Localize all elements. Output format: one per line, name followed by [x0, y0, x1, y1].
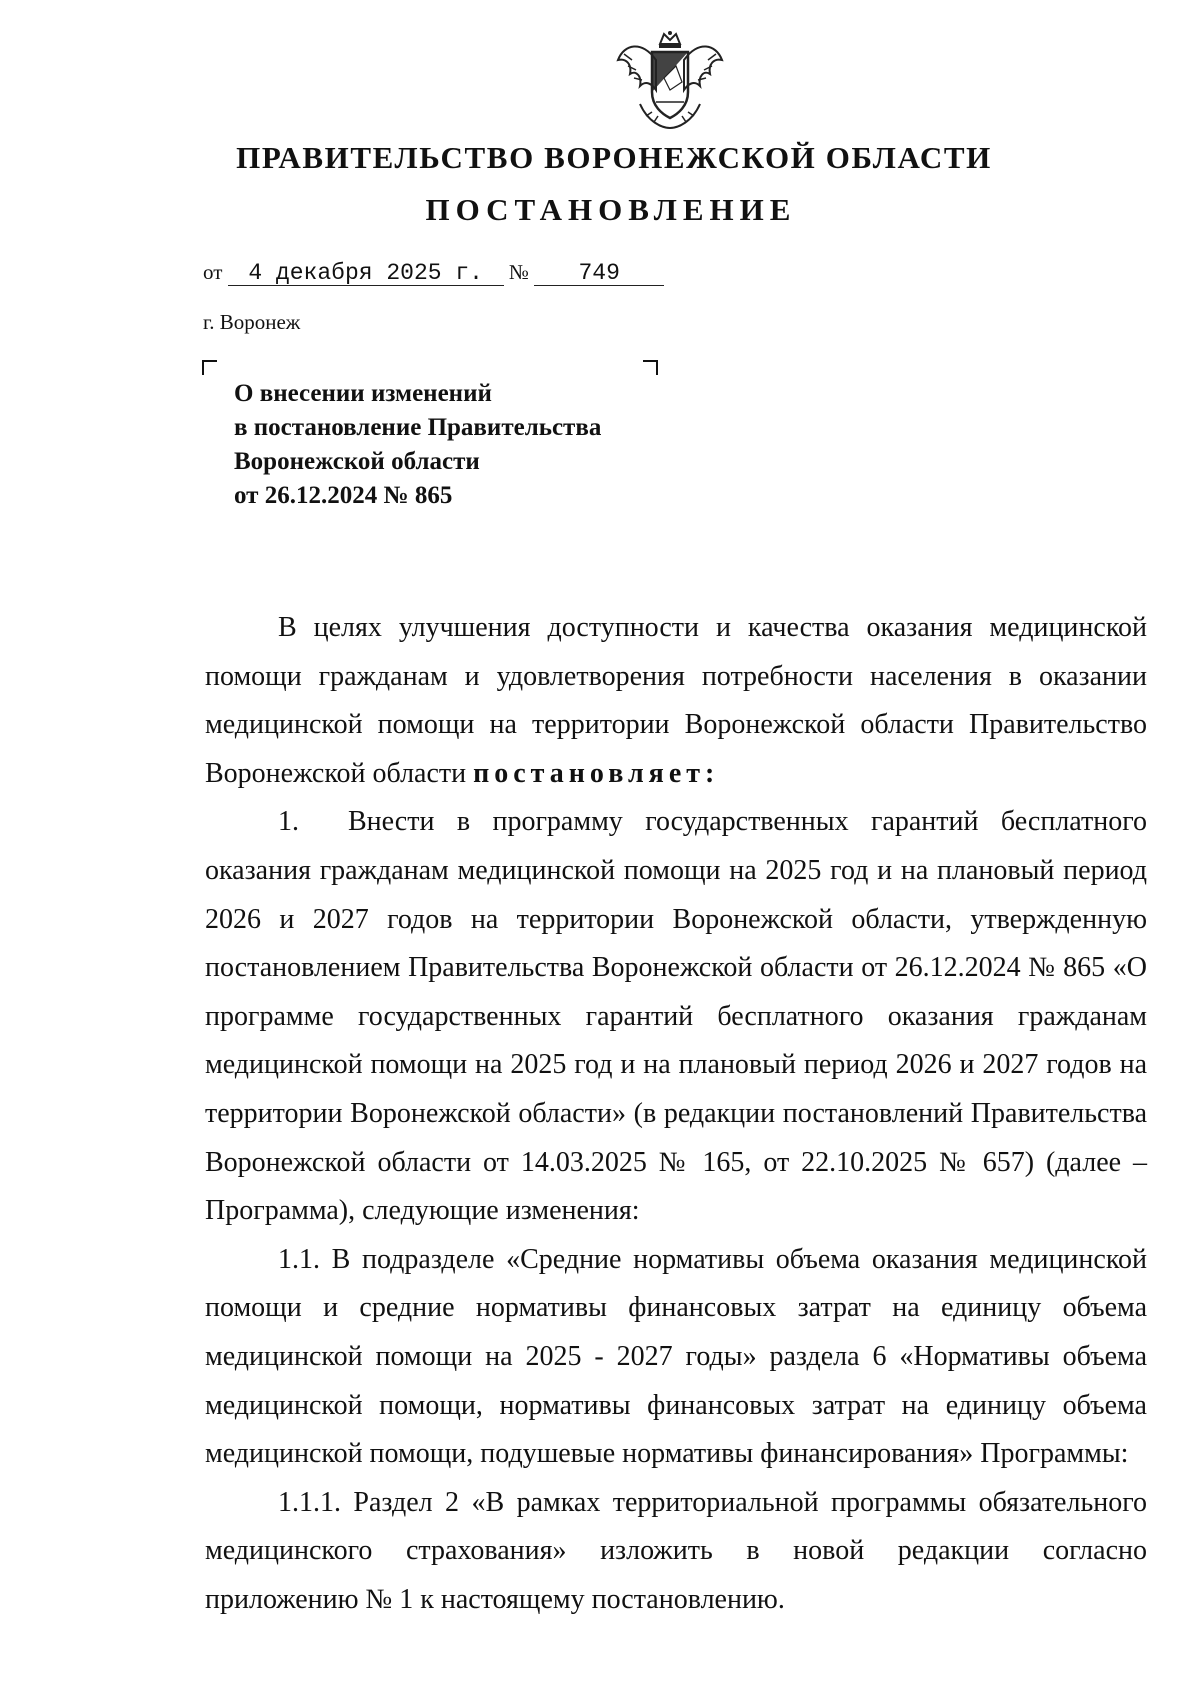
city-name: г. Воронеж — [203, 310, 301, 334]
preamble-paragraph — [205, 604, 1147, 798]
subject-line: в постановление Правительства — [234, 414, 602, 441]
date-prefix: от — [203, 260, 223, 284]
document-date: 4 декабря 2025 г. — [228, 261, 504, 286]
subject-bracket-right — [643, 360, 658, 375]
subject-line: Воронежской области — [234, 448, 480, 475]
document-body — [205, 604, 1147, 1624]
document-number: 749 — [534, 261, 664, 286]
subject-line: О внесении изменений — [234, 380, 492, 407]
document-type-title: ПОСТАНОВЛЕНИЕ — [425, 192, 797, 227]
subject-bracket-left — [202, 360, 217, 375]
item-1-number: 1. — [278, 806, 299, 838]
subject-line: от 26.12.2024 № 865 — [234, 482, 453, 509]
item-1-paragraph — [205, 798, 1147, 1235]
preamble-keyword: постановляет: — [473, 757, 720, 789]
date-number-line — [203, 260, 664, 286]
item-1-text: Внести в программу государственных гарантий бесплатного оказания гражданам медицинской помощи на 2025 год и на плановый период 2026 и 2027 годов на территории Воронежской области, утвержденную постановлением Правительства Воронежской области от 26.12.2024 № 865 «О программе государственных гарантий бесплатного оказания гражданам медицинской помощи на 2025 год и на плановый период 2026 и 2027 годов на территории Воронежской области» (в редакции постановлений Правительства Воронежской области от 14.03.2025 № 165, от 22.10.2025 № 657) (далее – Программа), следующие изменения: — [205, 806, 1147, 1227]
preamble-text: В целях улучшения доступности и качества оказания медицинской помощи гражданам и удовлетворения потребности населения в оказании медицинской помощи на территории Воронежской области Правительство Воронежской области — [205, 612, 1147, 789]
number-prefix: № — [508, 260, 529, 284]
coat-of-arms-emblem — [612, 30, 728, 132]
item-1-1-paragraph: 1.1. В подразделе «Средние нормативы объема оказания медицинской помощи и средние нормативы финансовых затрат на единицу объема медицинской помощи на 2025 - 2027 годы» раздела 6 «Нормативы объема медицинской помощи, нормативы финансовых затрат на единицу объема медицинской помощи, подушевые нормативы финансирования» Программы: — [205, 1243, 1147, 1470]
government-title: ПРАВИТЕЛЬСТВО ВОРОНЕЖСКОЙ ОБЛАСТИ — [236, 140, 992, 175]
item-1-1-1-paragraph: 1.1.1. Раздел 2 «В рамках территориальной программы обязательного медицинского страхования» изложить в новой редакции согласно приложению № 1 к настоящему постановлению. — [205, 1486, 1147, 1615]
document-subject — [234, 377, 601, 513]
